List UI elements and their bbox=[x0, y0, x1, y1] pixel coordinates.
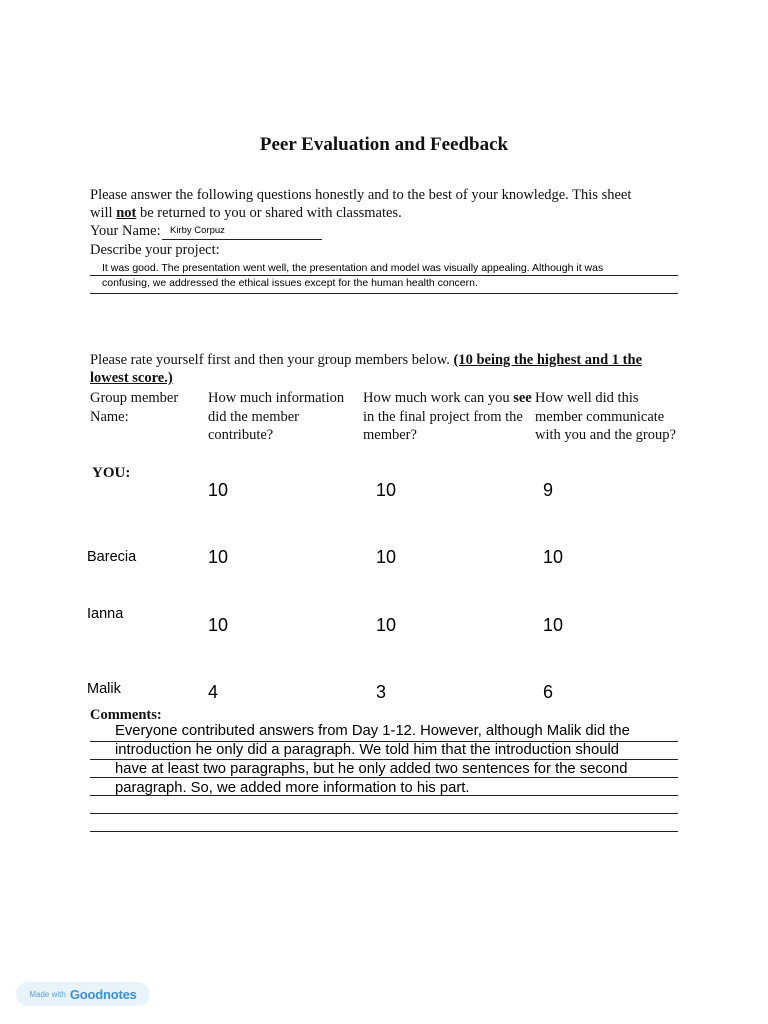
name-label: Your Name: bbox=[90, 223, 161, 239]
score-info-malik[interactable]: 4 bbox=[208, 682, 219, 702]
writing-line bbox=[90, 293, 678, 294]
writing-line bbox=[90, 813, 678, 814]
project-description-line-2[interactable]: confusing, we addressed the ethical issues except for the human health concern. bbox=[102, 277, 478, 289]
goodnotes-watermark bbox=[16, 982, 150, 1006]
column-header-name: Group member Name: bbox=[90, 390, 179, 425]
emphasis-not: not bbox=[116, 205, 137, 221]
page-title: Peer Evaluation and Feedback bbox=[259, 134, 509, 155]
score-work-barecia[interactable]: 10 bbox=[376, 547, 397, 567]
writing-line bbox=[90, 275, 678, 276]
score-info-ianna[interactable]: 10 bbox=[208, 615, 229, 635]
comment-line-4[interactable]: paragraph. So, we added more information to his part. bbox=[115, 780, 470, 796]
comments-label: Comments: bbox=[90, 707, 162, 723]
rating-instruction bbox=[90, 351, 680, 387]
column-header-work bbox=[363, 389, 535, 445]
watermark-prefix: Made with bbox=[29, 989, 66, 999]
score-info-barecia[interactable]: 10 bbox=[208, 547, 229, 567]
member-name-malik: Malik bbox=[87, 681, 121, 697]
score-comm-ianna[interactable]: 10 bbox=[543, 615, 564, 635]
name-field[interactable]: Kirby Corpuz bbox=[170, 225, 225, 236]
instructions-text: will bbox=[90, 205, 117, 221]
writing-line bbox=[90, 831, 678, 832]
instructions-line-2 bbox=[90, 204, 402, 222]
instructions-text: be returned to you or shared with classmates. bbox=[136, 205, 402, 221]
comment-line-1[interactable]: Everyone contributed answers from Day 1-12. However, although Malik did the bbox=[115, 723, 630, 739]
comment-line-2[interactable]: introduction he only did a paragraph. We told him that the introduction should bbox=[115, 742, 619, 758]
project-description-line-1[interactable]: It was good. The presentation went well, the presentation and model was visually appealing. Although it was bbox=[102, 262, 604, 274]
column-header-communication: How well did this member communicate with you and the group? bbox=[535, 390, 676, 443]
writing-line bbox=[90, 777, 678, 778]
score-comm-you[interactable]: 9 bbox=[543, 480, 554, 500]
member-name-barecia: Barecia bbox=[87, 549, 137, 565]
column-header-text: in the final project from the member? bbox=[363, 408, 523, 443]
instructions-line-1: Please answer the following questions honestly and to the best of your knowledge. This sheet bbox=[90, 187, 632, 203]
writing-line bbox=[90, 759, 678, 760]
rating-instruction-text: Please rate yourself first and then your group members below. bbox=[90, 352, 454, 368]
name-underline bbox=[162, 239, 322, 240]
member-name-ianna: Ianna bbox=[87, 606, 124, 622]
score-work-malik[interactable]: 3 bbox=[376, 682, 387, 702]
score-comm-malik[interactable]: 6 bbox=[543, 682, 554, 702]
member-name-you: YOU: bbox=[92, 465, 131, 481]
score-info-you[interactable]: 10 bbox=[208, 480, 229, 500]
score-work-ianna[interactable]: 10 bbox=[376, 615, 397, 635]
column-header-text: How much work can you bbox=[363, 390, 514, 406]
goodnotes-logo: Goodnotes bbox=[69, 986, 137, 1002]
score-work-you[interactable]: 10 bbox=[376, 480, 397, 500]
comment-line-3[interactable]: have at least two paragraphs, but he only added two sentences for the second bbox=[115, 761, 628, 777]
column-header-information: How much information did the member contribute? bbox=[208, 390, 345, 443]
emphasis-see: see bbox=[513, 390, 532, 406]
describe-project-label: Describe your project: bbox=[90, 242, 220, 258]
score-comm-barecia[interactable]: 10 bbox=[543, 547, 564, 567]
rating-scale-note: (10 being the highest and 1 the lowest score.) bbox=[90, 352, 643, 386]
